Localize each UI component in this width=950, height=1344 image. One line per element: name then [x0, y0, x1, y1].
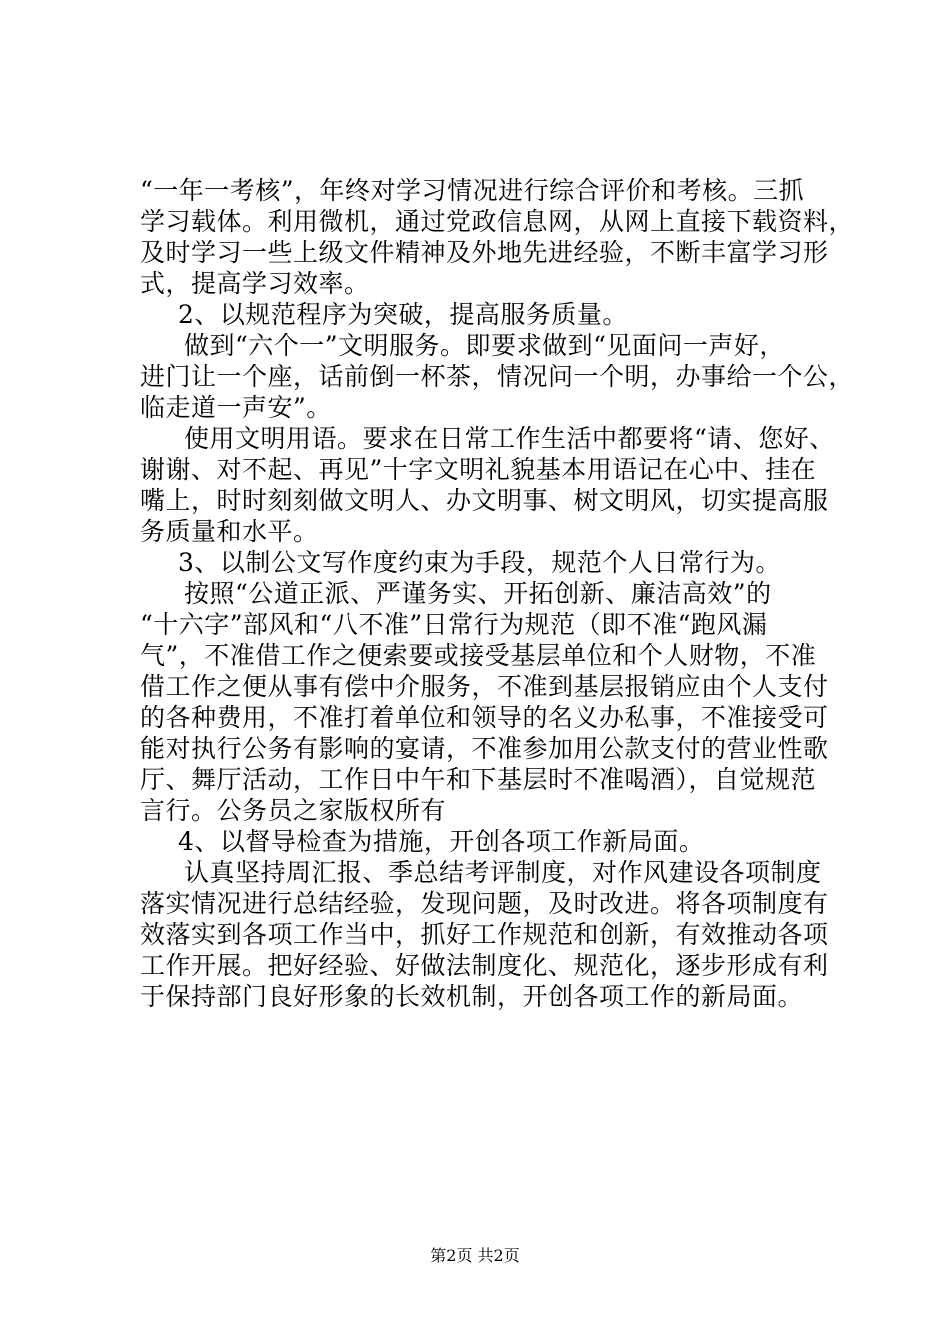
text-line: 能对执行公务有影响的宴请，不准参加用公款支付的营业性歌 — [140, 734, 829, 763]
text-line: 嘴上，时时刻刻做文明人、办文明事、树文明风，切实提高服 — [140, 486, 829, 515]
text-line: 效落实到各项工作当中，抓好工作规范和创新，有效推动各项 — [140, 920, 829, 949]
text-line: 落实情况进行总结经验，发现问题，及时改进。将各项制度有 — [140, 889, 829, 918]
text-line: 借工作之便从事有偿中介服务，不准到基层报销应由个人支付 — [140, 672, 829, 701]
text-line: 按照“公道正派、严谨务实、开拓创新、廉洁高效”的 — [184, 579, 772, 608]
text-line: 学习载体。利用微机，通过党政信息网，从网上直接下载资料， — [140, 207, 855, 236]
text-line: 言行。公务员之家版权所有 — [140, 796, 447, 825]
text-line: 式，提高学习效率。 — [140, 269, 370, 298]
page-number: 第2页 共2页 — [430, 1246, 520, 1265]
section-heading: 2、以规范程序为突破，提高服务质量。 — [178, 300, 628, 329]
page-footer — [0, 1246, 950, 1266]
section-heading: 3、以制公文写作度约束为手段，规范个人日常行为。 — [178, 548, 781, 577]
text-line: 工作开展。把好经验、好做法制度化、规范化，逐步形成有利 — [140, 951, 829, 980]
document-body — [140, 175, 855, 1012]
text-line: 于保持部门良好形象的长效机制，开创各项工作的新局面。 — [140, 982, 804, 1011]
text-line: 务质量和水平。 — [140, 517, 319, 546]
text-line: “十六字”部风和“八不准”日常行为规范（即不准“跑风漏 — [140, 610, 768, 639]
text-line: “一年一考核”，年终对学习情况进行综合评价和考核。三抓 — [140, 176, 805, 205]
text-line: 做到“六个一”文明服务。即要求做到“见面问一声好， — [184, 331, 785, 360]
text-line: 使用文明用语。要求在日常工作生活中都要将“请、您好、 — [184, 424, 835, 453]
section-heading: 4、以督导检查为措施，开创各项工作新局面。 — [178, 827, 705, 856]
text-line: 临走道一声安”。 — [140, 393, 332, 422]
text-line: 及时学习一些上级文件精神及外地先进经验，不断丰富学习形 — [140, 238, 829, 267]
text-line: 的各种费用，不准打着单位和领导的名义办私事，不准接受可 — [140, 703, 829, 732]
text-line: 认真坚持周汇报、季总结考评制度，对作风建设各项制度 — [184, 858, 822, 887]
text-line: 厅、舞厅活动，工作日中午和下基层时不准喝酒），自觉规范 — [140, 765, 817, 794]
text-line: 进门让一个座，话前倒一杯茶，情况问一个明，办事给一个公， — [140, 362, 855, 391]
text-line: 气”，不准借工作之便索要或接受基层单位和个人财物，不准 — [140, 641, 817, 670]
text-line: 谢谢、对不起、再见”十字文明礼貌基本用语记在心中、挂在 — [140, 455, 817, 484]
